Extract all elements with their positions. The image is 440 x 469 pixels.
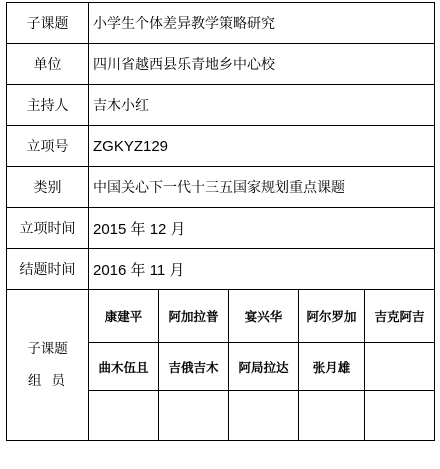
value-project-number: ZGKYZ129 bbox=[89, 126, 435, 167]
label-unit: 单位 bbox=[7, 44, 89, 85]
label-category: 类别 bbox=[7, 167, 89, 208]
member-cell bbox=[365, 391, 435, 441]
member-cell: 康建平 bbox=[89, 290, 159, 343]
label-subproject: 子课题 bbox=[7, 3, 89, 44]
value-category: 中国关心下一代十三五国家规划重点课题 bbox=[89, 167, 435, 208]
row-project-number bbox=[7, 126, 435, 167]
member-cell bbox=[299, 391, 365, 441]
value-subproject: 小学生个体差异教学策略研究 bbox=[89, 3, 435, 44]
value-approval-time: 2015 年 12 月 bbox=[89, 208, 435, 249]
project-info-table bbox=[6, 2, 435, 441]
row-host bbox=[7, 85, 435, 126]
member-cell: 阿局拉达 bbox=[229, 343, 299, 391]
member-cell bbox=[89, 391, 159, 441]
row-unit bbox=[7, 44, 435, 85]
label-members-line2: 组员 bbox=[28, 373, 75, 389]
member-cell bbox=[365, 343, 435, 391]
value-completion-time: 2016 年 11 月 bbox=[89, 249, 435, 290]
row-subproject bbox=[7, 3, 435, 44]
label-completion-time: 结题时间 bbox=[7, 249, 89, 290]
member-cell: 曲木伍且 bbox=[89, 343, 159, 391]
member-cell bbox=[159, 391, 229, 441]
value-unit: 四川省越西县乐青地乡中心校 bbox=[89, 44, 435, 85]
member-cell bbox=[229, 391, 299, 441]
row-approval-time bbox=[7, 208, 435, 249]
label-host: 主持人 bbox=[7, 85, 89, 126]
label-members-line1: 子课题 bbox=[27, 341, 68, 357]
value-host: 吉木小红 bbox=[89, 85, 435, 126]
row-completion-time bbox=[7, 249, 435, 290]
member-cell: 张月雄 bbox=[299, 343, 365, 391]
members-row-1 bbox=[7, 290, 435, 343]
label-members bbox=[7, 290, 89, 441]
member-cell: 吉俄吉木 bbox=[159, 343, 229, 391]
label-approval-time: 立项时间 bbox=[7, 208, 89, 249]
member-cell: 吉克阿吉 bbox=[365, 290, 435, 343]
member-cell: 宴兴华 bbox=[229, 290, 299, 343]
member-cell: 阿加拉普 bbox=[159, 290, 229, 343]
member-cell: 阿尔罗加 bbox=[299, 290, 365, 343]
label-project-number: 立项号 bbox=[7, 126, 89, 167]
row-category bbox=[7, 167, 435, 208]
